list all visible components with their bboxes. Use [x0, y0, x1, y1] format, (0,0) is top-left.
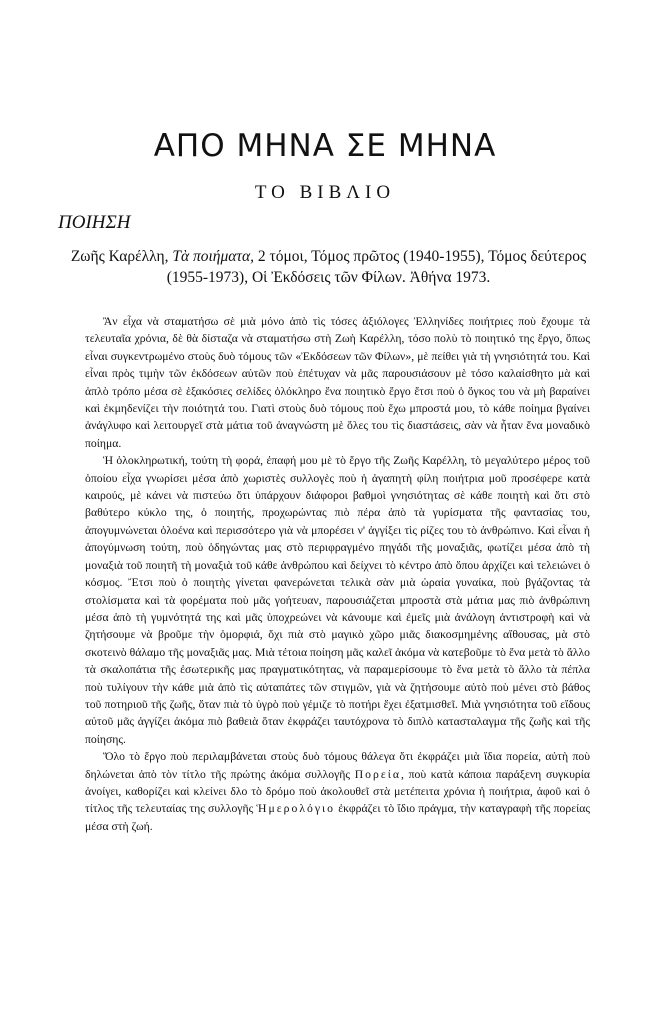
section-heading: ΠΟΙΗΣΗ [58, 212, 131, 233]
paragraph-3-part-2: , ποὺ κατὰ κάποια παράξενη συγκυρία ἀνοίγει, καθορίζει καὶ κλείνει δλο τὸ δρόμο ποὺ ἀκολουθεῖ στὰ μετέπειτα χρόνια ἡ ποιήτρια, ἀφοῦ καὶ ὁ τίτλος τῆς τελευταίας της συλλογῆς [85, 767, 590, 816]
paragraph-3-part-3: ἐκφράζει τὸ ἴδιο πράγμα, τὴν καταγραφὴ τῆς πορείας μέσα στὴ ζωή. [85, 802, 591, 833]
collection-title-imerologio: Ἡμερολόγιο [256, 802, 335, 816]
paragraph-3 [85, 748, 590, 835]
review-body [85, 313, 590, 835]
citation-details: 2 τόμοι, Τόμος πρῶτος (1940-1955), Τόμος δεύτερος (1955-1973), Οἱ Ἐκδόσεις τῶν Φίλων. Ἀθήνα 1973. [166, 248, 587, 286]
citation-author: Ζωῆς Καρέλλη, [70, 248, 169, 265]
paragraph-3-part-1: Ὅλο τὸ ἔργο ποὺ περιλαμβάνεται στοὺς δυὸ τόμους θάλεγα ὅτι ἐκφράζει μιὰ ἴδια πορεία, αὐτὴ ποὺ δηλώνεται ἀπὸ τὸν τίτλο τῆς πρώτης ἀκόμα συλλογῆς [85, 750, 590, 781]
page-title: ΑΠΟ ΜΗΝΑ ΣΕ ΜΗΝΑ [153, 128, 497, 164]
book-citation [56, 246, 601, 288]
citation-title: Τὰ ποιήματα, [172, 248, 254, 265]
collection-title-poreia: Πορεία [354, 767, 401, 781]
page-subtitle: ΤΟ ΒΙΒΛΙΟ [254, 182, 396, 203]
paragraph-1: Ἂν εἶχα νὰ σταματήσω σὲ μιὰ μόνο ἀπὸ τὶς τόσες ἀξιόλογες Ἑλληνίδες ποιήτριες ποὺ ἔχουμε τὰ τελευταῖα χρόνια, δὲ θὰ δίσταζα νὰ σταματήσω στὴ Ζωὴ Καρέλλη, τόσο πολὺ τὸ ποιητικό της ἔργο, ὅπως εἶναι συγκεντρωμένο στοὺς δυὸ τόμους τῶν «Ἐκδόσεων τῶν Φίλων», μὲ πείθει γιὰ τὴ γνησιότητά του. Καὶ εἶναι πρὸς τιμὴν τῶν ἐκδόσεων αὐτῶν ποὺ ἐπέτυχαν νὰ μᾶς παρουσιάσουν μὲ τόσο καλαίσθητο μὰ καὶ ἁπλὸ τρόπο μέσα σὲ ἑξακόσιες σελίδες ὁλόκληρο ἕνα ποιητικὸ ἔργο ἔτσι ποὺ ὁ ὄγκος του νὰ μὴ βαραίνει καὶ ἐκμηδενίζει τὴν ποιότητά του. Γιατὶ στοὺς δυὸ τόμους ποὺ ἔχω μπροστά μου, τὸ κάθε ποίημα βγαίνει ἀνάγλυφο καὶ λειτουργεῖ στὰ μάτια τοῦ ἀναγνώστη μὲ ὅλες του τὶς διαστάσεις, σὰν νὰ ἦταν ἕνα μοναδικὸ ποίημα. [85, 315, 590, 450]
paragraph-2: Ἡ ὁλοκληρωτική, τούτη τὴ φορά, ἐπαφή μου μὲ τὸ ἔργο τῆς Ζωῆς Καρέλλη, τὸ μεγαλύτερο μέρος τοῦ ὁποίου εἶχα γνωρίσει μέσα ἀπὸ χωριστὲς συλλογὲς ποὺ ἡ ἀγαπητὴ φίλη ποιήτρια μοῦ προσέφερε κατὰ καιρούς, μὲ κάνει νὰ πιστεύω ὅτι ὑπάρχουν διάφοροι βαθμοὶ γνησιότητας σὲ κάθε ποιητὴ καὶ ὅτι στὸ βαθύτερο κύκλο της, ὁ ποιητής, προχωρώντας πιὸ πέρα ἀπὸ τὰ γυρίσματα τῆς φαντασίας του, ἀπογυμνώνεται ὁλοένα καὶ περισσότερο γιὰ νὰ μπορέσει ν' ἀγγίξει τὶς ρίζες του τὸ ἀνθρώπινο. Καὶ εἶναι ἡ ἀπογύμνωση τούτη, ποὺ ὁδηγώντας μας στὸ περιφραγμένο πηγάδι τῆς μοναξιᾶς, φωτίζει μέσα ἀπὸ τὴ μοναξιὰ τοῦ ποιητῆ τὴ μοναξιὰ τοῦ κάθε ἀνθρώπου καὶ δείχνει τὸ κέντρο ἀπὸ ὅπου ἀρχίζει καὶ τελειώνει ὁ κόσμος. Ἔτσι ποὺ ὁ ποιητὴς γίνεται φανερώνεται τελικὰ σὰν μιὰ ὡραία γυναίκα, ποὺ βγάζοντας τὰ στολίσματα καὶ τὰ φορέματα ποὺ μᾶς γοήτευαν, παρουσιάζεται μπροστὰ στὰ μάτια μας πιὸ ἀνθρώπινη μέσα ἀπὸ τὴ γυμνότητά της καὶ μᾶς ὑποχρεώνει νὰ κάνουμε καὶ ἐμεῖς μιὰ ἀνάλογη ἀντιστροφὴ καὶ νὰ ζητήσουμε νὰ βροῦμε τὴν ὀμορφιά, ὄχι πιὰ στὸ μαγικὸ χῶρο μιᾶς διακοσμημένης αἴθουσας, μὰ στὸ σκοτεινὸ θάλαμο τῆς μοναξιᾶς μας. Μιὰ τέτοια ποίηση μᾶς καλεῖ ἀκόμα νὰ κατεβοῦμε τὸ ἕνα μετὰ τὸ ἄλλο τὰ σκαλοπάτια τῆς ἐσωτερικῆς μας πραγματικότητας, νὰ παραμερίσουμε τὸ ἕνα μετὰ τὸ ἄλλο τὰ πέπλα ποὺ τυλίγουν τὴν κάθε μιὰ ἀπὸ τὶς αὐταπάτες τῶν στιγμῶν, γιὰ νὰ ζητήσουμε αὐτὸ ποὺ μένει στὸ βάθος τοῦ ποτηριοῦ τῆς ζωῆς, ὅταν πιὰ τὸ ὑγρὸ ποὺ γέμιζε τὸ ποτήρι ἔχει ἐξατμισθεῖ. Μιὰ γνησιότητα τοῦ εἴδους αὐτοῦ μᾶς ἀγγίζει ἀκόμα πιὸ βαθειὰ ὅταν ἐκφράζει ταυτόχρονα τὸ διπλὸ κατασταλαγμα τῆς ζωῆς καὶ τῆς ποίησης. [85, 454, 590, 746]
